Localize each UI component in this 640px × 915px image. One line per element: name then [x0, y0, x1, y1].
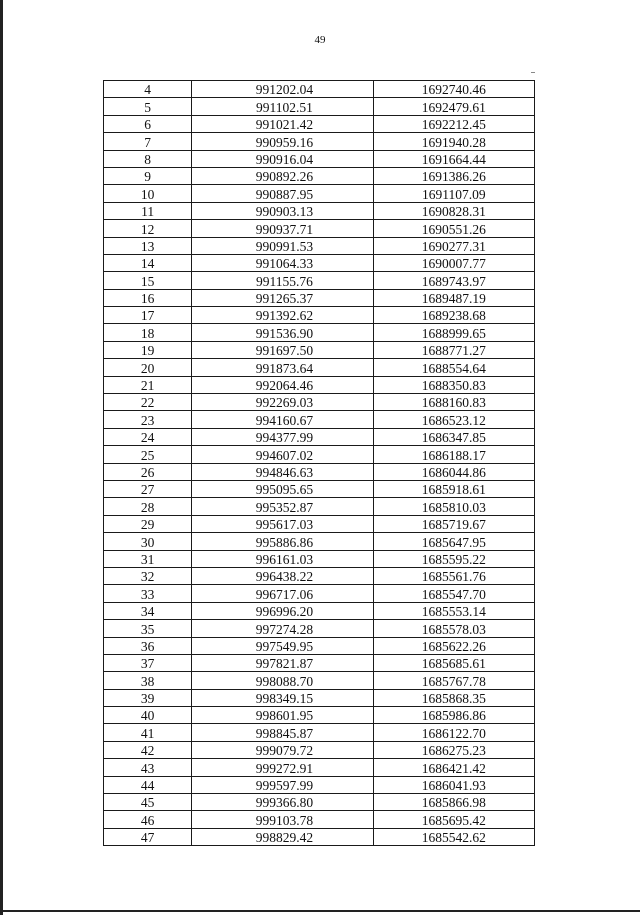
scan-edge-left [0, 0, 3, 915]
x-coordinate-cell: 998601.95 [192, 707, 373, 724]
table-row [104, 724, 535, 741]
y-coordinate-cell: 1685918.61 [373, 480, 534, 497]
x-coordinate-cell: 995617.03 [192, 515, 373, 532]
point-number-cell: 21 [104, 376, 192, 393]
y-coordinate-cell: 1686347.85 [373, 428, 534, 445]
point-number-cell: 14 [104, 254, 192, 271]
y-coordinate-cell: 1692740.46 [373, 81, 534, 98]
table-row [104, 794, 535, 811]
x-coordinate-cell: 995095.65 [192, 480, 373, 497]
x-coordinate-cell: 991021.42 [192, 115, 373, 132]
x-coordinate-cell: 998845.87 [192, 724, 373, 741]
table-row [104, 585, 535, 602]
table-row [104, 359, 535, 376]
table-row [104, 220, 535, 237]
x-coordinate-cell: 998088.70 [192, 672, 373, 689]
x-coordinate-cell: 991873.64 [192, 359, 373, 376]
x-coordinate-cell: 991392.62 [192, 307, 373, 324]
y-coordinate-cell: 1691664.44 [373, 150, 534, 167]
y-coordinate-cell: 1691940.28 [373, 133, 534, 150]
y-coordinate-cell: 1685810.03 [373, 498, 534, 515]
table-row [104, 689, 535, 706]
x-coordinate-cell: 996996.20 [192, 602, 373, 619]
point-number-cell: 26 [104, 463, 192, 480]
x-coordinate-cell: 997821.87 [192, 654, 373, 671]
point-number-cell: 36 [104, 637, 192, 654]
y-coordinate-cell: 1685695.42 [373, 811, 534, 828]
x-coordinate-cell: 997549.95 [192, 637, 373, 654]
point-number-cell: 13 [104, 237, 192, 254]
table-row [104, 133, 535, 150]
y-coordinate-cell: 1685647.95 [373, 533, 534, 550]
point-number-cell: 34 [104, 602, 192, 619]
y-coordinate-cell: 1692212.45 [373, 115, 534, 132]
y-coordinate-cell: 1685868.35 [373, 689, 534, 706]
table-row [104, 167, 535, 184]
point-number-cell: 24 [104, 428, 192, 445]
table-row [104, 150, 535, 167]
table-row [104, 289, 535, 306]
point-number-cell: 38 [104, 672, 192, 689]
point-number-cell: 10 [104, 185, 192, 202]
x-coordinate-cell: 990916.04 [192, 150, 373, 167]
y-coordinate-cell: 1686421.42 [373, 759, 534, 776]
table-row [104, 237, 535, 254]
y-coordinate-cell: 1685553.14 [373, 602, 534, 619]
table-row [104, 185, 535, 202]
x-coordinate-cell: 991265.37 [192, 289, 373, 306]
y-coordinate-cell: 1690828.31 [373, 202, 534, 219]
y-coordinate-cell: 1688350.83 [373, 376, 534, 393]
y-coordinate-cell: 1686122.70 [373, 724, 534, 741]
point-number-cell: 47 [104, 828, 192, 845]
point-number-cell: 7 [104, 133, 192, 150]
coordinates-table [103, 80, 535, 846]
point-number-cell: 32 [104, 567, 192, 584]
point-number-cell: 6 [104, 115, 192, 132]
point-number-cell: 45 [104, 794, 192, 811]
y-coordinate-cell: 1691386.26 [373, 167, 534, 184]
x-coordinate-cell: 999079.72 [192, 741, 373, 758]
y-coordinate-cell: 1690277.31 [373, 237, 534, 254]
x-coordinate-cell: 998829.42 [192, 828, 373, 845]
table-row [104, 376, 535, 393]
point-number-cell: 19 [104, 341, 192, 358]
y-coordinate-cell: 1685986.86 [373, 707, 534, 724]
y-coordinate-cell: 1686275.23 [373, 741, 534, 758]
y-coordinate-cell: 1685542.62 [373, 828, 534, 845]
x-coordinate-cell: 991202.04 [192, 81, 373, 98]
y-coordinate-cell: 1686041.93 [373, 776, 534, 793]
x-coordinate-cell: 995886.86 [192, 533, 373, 550]
x-coordinate-cell: 990903.13 [192, 202, 373, 219]
x-coordinate-cell: 990887.95 [192, 185, 373, 202]
table-row [104, 811, 535, 828]
y-coordinate-cell: 1685595.22 [373, 550, 534, 567]
table-row [104, 463, 535, 480]
point-number-cell: 35 [104, 620, 192, 637]
y-coordinate-cell: 1692479.61 [373, 98, 534, 115]
x-coordinate-cell: 990959.16 [192, 133, 373, 150]
x-coordinate-cell: 998349.15 [192, 689, 373, 706]
table-row [104, 567, 535, 584]
x-coordinate-cell: 992269.03 [192, 394, 373, 411]
table-row [104, 672, 535, 689]
point-number-cell: 33 [104, 585, 192, 602]
table-row [104, 533, 535, 550]
x-coordinate-cell: 999597.99 [192, 776, 373, 793]
y-coordinate-cell: 1689487.19 [373, 289, 534, 306]
point-number-cell: 15 [104, 272, 192, 289]
point-number-cell: 42 [104, 741, 192, 758]
y-coordinate-cell: 1686523.12 [373, 411, 534, 428]
x-coordinate-cell: 994607.02 [192, 446, 373, 463]
y-coordinate-cell: 1688554.64 [373, 359, 534, 376]
y-coordinate-cell: 1688771.27 [373, 341, 534, 358]
table-row [104, 202, 535, 219]
table-row [104, 446, 535, 463]
x-coordinate-cell: 990991.53 [192, 237, 373, 254]
table-row [104, 411, 535, 428]
y-coordinate-cell: 1686044.86 [373, 463, 534, 480]
point-number-cell: 23 [104, 411, 192, 428]
x-coordinate-cell: 997274.28 [192, 620, 373, 637]
x-coordinate-cell: 994846.63 [192, 463, 373, 480]
point-number-cell: 44 [104, 776, 192, 793]
point-number-cell: 40 [104, 707, 192, 724]
x-coordinate-cell: 999103.78 [192, 811, 373, 828]
x-coordinate-cell: 999366.80 [192, 794, 373, 811]
y-coordinate-cell: 1690007.77 [373, 254, 534, 271]
table-row [104, 115, 535, 132]
table-row [104, 428, 535, 445]
point-number-cell: 39 [104, 689, 192, 706]
point-number-cell: 9 [104, 167, 192, 184]
y-coordinate-cell: 1688999.65 [373, 324, 534, 341]
table-row [104, 759, 535, 776]
point-number-cell: 41 [104, 724, 192, 741]
x-coordinate-cell: 991155.76 [192, 272, 373, 289]
table-row [104, 341, 535, 358]
point-number-cell: 30 [104, 533, 192, 550]
table-row [104, 394, 535, 411]
point-number-cell: 11 [104, 202, 192, 219]
point-number-cell: 17 [104, 307, 192, 324]
point-number-cell: 27 [104, 480, 192, 497]
point-number-cell: 29 [104, 515, 192, 532]
x-coordinate-cell: 991697.50 [192, 341, 373, 358]
table-row [104, 602, 535, 619]
y-coordinate-cell: 1689743.97 [373, 272, 534, 289]
point-number-cell: 4 [104, 81, 192, 98]
point-number-cell: 28 [104, 498, 192, 515]
table-row [104, 741, 535, 758]
scan-edge-bottom [0, 910, 640, 912]
x-coordinate-cell: 996717.06 [192, 585, 373, 602]
table-row [104, 828, 535, 845]
y-coordinate-cell: 1685866.98 [373, 794, 534, 811]
table-row [104, 324, 535, 341]
page-number: 49 [314, 34, 326, 46]
x-coordinate-cell: 996161.03 [192, 550, 373, 567]
y-coordinate-cell: 1685685.61 [373, 654, 534, 671]
x-coordinate-cell: 996438.22 [192, 567, 373, 584]
x-coordinate-cell: 991102.51 [192, 98, 373, 115]
table-row [104, 98, 535, 115]
x-coordinate-cell: 994160.67 [192, 411, 373, 428]
x-coordinate-cell: 991536.90 [192, 324, 373, 341]
point-number-cell: 18 [104, 324, 192, 341]
coordinates-table-body [104, 81, 535, 846]
y-coordinate-cell: 1688160.83 [373, 394, 534, 411]
table-row [104, 307, 535, 324]
x-coordinate-cell: 999272.91 [192, 759, 373, 776]
table-row [104, 620, 535, 637]
y-coordinate-cell: 1685767.78 [373, 672, 534, 689]
point-number-cell: 25 [104, 446, 192, 463]
point-number-cell: 16 [104, 289, 192, 306]
y-coordinate-cell: 1685547.70 [373, 585, 534, 602]
x-coordinate-cell: 995352.87 [192, 498, 373, 515]
y-coordinate-cell: 1686188.17 [373, 446, 534, 463]
x-coordinate-cell: 990937.71 [192, 220, 373, 237]
point-number-cell: 5 [104, 98, 192, 115]
y-coordinate-cell: 1689238.68 [373, 307, 534, 324]
y-coordinate-cell: 1685719.67 [373, 515, 534, 532]
y-coordinate-cell: 1685561.76 [373, 567, 534, 584]
point-number-cell: 22 [104, 394, 192, 411]
y-coordinate-cell: 1685622.26 [373, 637, 534, 654]
point-number-cell: 8 [104, 150, 192, 167]
table-row [104, 498, 535, 515]
table-row [104, 550, 535, 567]
point-number-cell: 31 [104, 550, 192, 567]
table-row [104, 654, 535, 671]
table-row [104, 637, 535, 654]
table-row [104, 707, 535, 724]
y-coordinate-cell: 1685578.03 [373, 620, 534, 637]
point-number-cell: 37 [104, 654, 192, 671]
table-row [104, 81, 535, 98]
point-number-cell: 46 [104, 811, 192, 828]
x-coordinate-cell: 990892.26 [192, 167, 373, 184]
table-row [104, 480, 535, 497]
y-coordinate-cell: 1691107.09 [373, 185, 534, 202]
table-row [104, 515, 535, 532]
table-row [104, 254, 535, 271]
table-row [104, 272, 535, 289]
table-row [104, 776, 535, 793]
point-number-cell: 12 [104, 220, 192, 237]
x-coordinate-cell: 991064.33 [192, 254, 373, 271]
x-coordinate-cell: 994377.99 [192, 428, 373, 445]
x-coordinate-cell: 992064.46 [192, 376, 373, 393]
y-coordinate-cell: 1690551.26 [373, 220, 534, 237]
point-number-cell: 20 [104, 359, 192, 376]
point-number-cell: 43 [104, 759, 192, 776]
scan-mark [531, 72, 535, 73]
